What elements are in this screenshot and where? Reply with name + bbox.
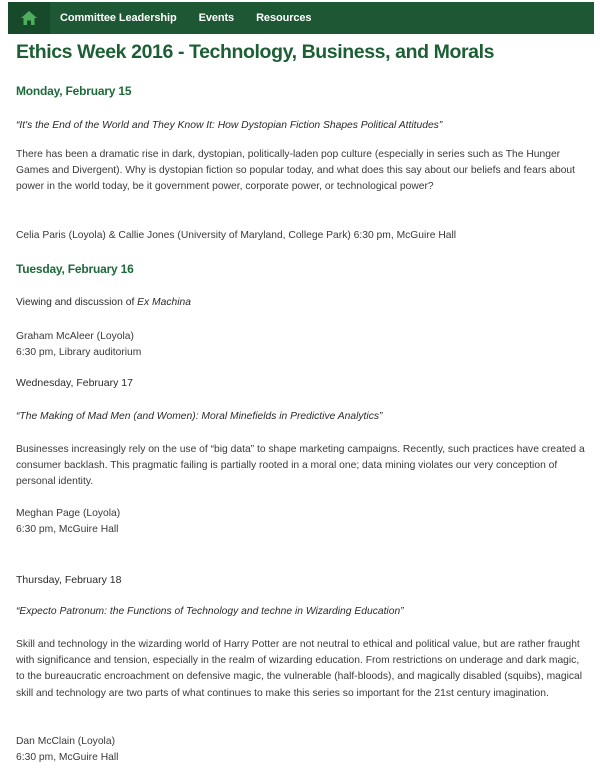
day-heading-wednesday: Wednesday, February 17 (16, 377, 133, 389)
nav-events[interactable]: Events (198, 12, 235, 24)
page-title: Ethics Week 2016 - Technology, Business, and Morals (16, 41, 495, 63)
talk-description-wednesday: Businesses increasingly rely on the use of “big data” to shape marketing campaigns. Recently, such practices have created a consumer backlash. This pragmatic failing is partially rooted in a moral one; data mining violates our very conception of personal identity. (16, 444, 585, 488)
talk-title-tuesday (16, 296, 586, 310)
talk-title-wednesday: “The Making of Mad Men (and Women): Moral Minefields in Predictive Analytics” (16, 411, 383, 422)
nav-committee-leadership[interactable]: Committee Leadership (60, 12, 177, 24)
time-tuesday: 6:30 pm, Library auditorium (16, 347, 142, 358)
talk-description-monday: There has been a dramatic rise in dark, dystopian, politically-laden pop culture (especially in series such as The Hunger Games and Divergent). Why is dystopian fiction so popular today, and what does this say about our beliefs and fears about power in the world today, be it government power, corporate power, or technological power? (16, 149, 576, 193)
talk-title-thursday: “Expecto Patronum: the Functions of Technology and techne in Wizarding Education” (16, 606, 404, 617)
home-icon (20, 10, 38, 26)
top-navigation (8, 2, 594, 34)
time-wednesday: 6:30 pm, McGuire Hall (16, 524, 119, 535)
talk-description-thursday: Skill and technology in the wizarding world of Harry Potter are not neutral to ethical and political value, but are rather fraught with significance and tension, especially in the realm of wizarding education. From restrictions on underage and dark magic, to the bureaucratic encroachment on defensive magic, the vulnerable (half-bloods), and magically disabled (squibs), magical skill and technology are two parts of what continues to make this series so important for the 21st century imagination. (16, 639, 583, 699)
day-heading-monday: Monday, February 15 (16, 84, 132, 98)
talk-title-monday: “It's the End of the World and They Know It: How Dystopian Fiction Shapes Political Attitudes” (16, 120, 443, 131)
speakers-monday: Celia Paris (Loyola) & Callie Jones (University of Maryland, College Park) 6:30 pm, McGuire Hall (16, 230, 457, 241)
day-heading-thursday: Thursday, February 18 (16, 574, 122, 586)
speaker-thursday: Dan McClain (Loyola) (16, 736, 116, 747)
time-thursday: 6:30 pm, McGuire Hall (16, 752, 119, 763)
main-content (16, 40, 586, 763)
speaker-tuesday: Graham McAleer (Loyola) (16, 331, 134, 342)
day-heading-tuesday: Tuesday, February 16 (16, 262, 134, 276)
nav-resources[interactable]: Resources (256, 12, 312, 24)
home-button[interactable] (8, 2, 50, 34)
talk-title-tuesday-prefix: Viewing and discussion of (16, 297, 138, 308)
film-title: Ex Machina (137, 297, 191, 308)
speaker-wednesday: Meghan Page (Loyola) (16, 508, 121, 519)
